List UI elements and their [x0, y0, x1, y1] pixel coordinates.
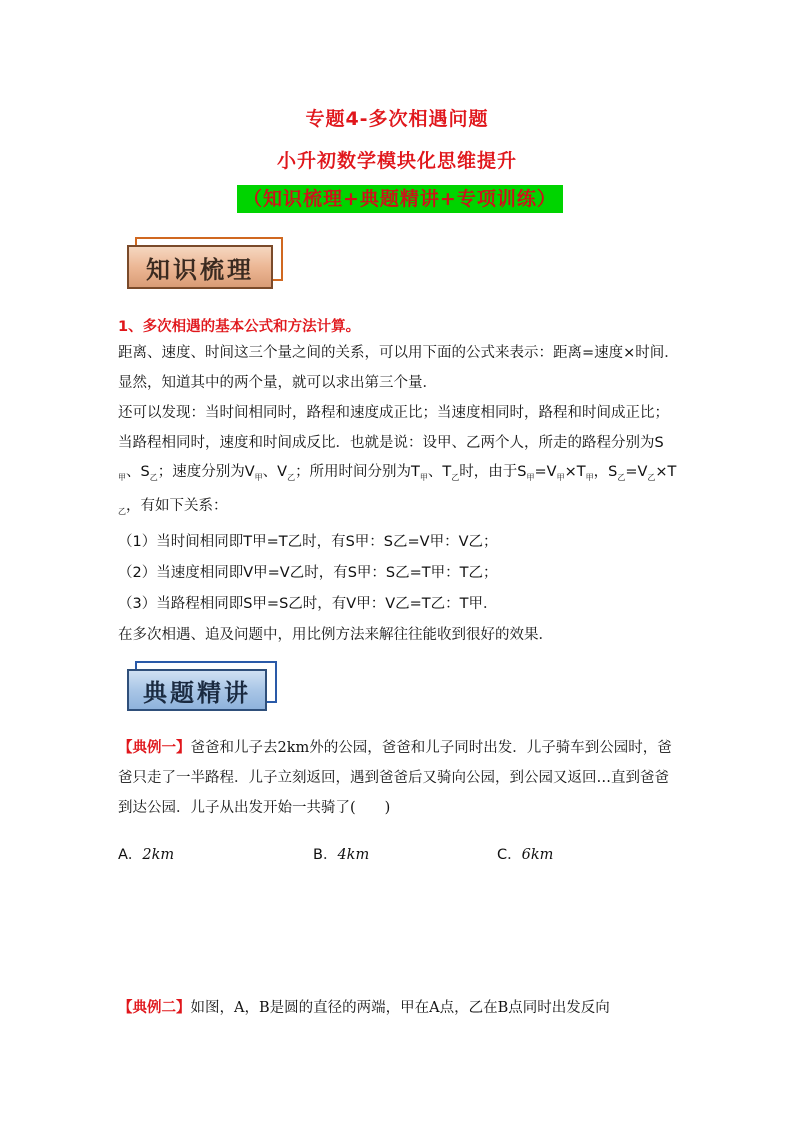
option-b: [313, 843, 369, 864]
example-1: [118, 733, 678, 823]
option-label: B．: [313, 847, 338, 863]
relation-1: （1）当时间相同即T甲=T乙时，有S甲：S乙=V甲：V乙；: [118, 534, 498, 550]
relation-2: （2）当速度相同即V甲=V乙时，有S甲：S乙=T甲：T乙；: [118, 565, 498, 581]
paragraph-formula: 距离、速度、时间这三个量之间的关系，可以用下面的公式来表示：距离=速度×时间．显然，知道其中的两个量，就可以求出第三个量．: [118, 345, 679, 391]
option-value: 2km: [142, 847, 175, 863]
point-heading: 1、多次相遇的基本公式和方法计算。: [118, 319, 361, 335]
title-banner: （知识梳理+典题精讲+专项训练）: [237, 185, 563, 213]
option-value: 4km: [337, 847, 370, 863]
example-tag: 【典例二】: [118, 1000, 191, 1016]
example-text: 爸爸和儿子去2km外的公园，爸爸和儿子同时出发．儿子骑车到公园时，爸爸只走了一半路程．儿子立刻返回，遇到爸爸后又骑向公园，到公园又返回…直到爸爸到达公园．儿子从出发开始一共骑了( ): [118, 740, 672, 816]
document-title: 专题4-多次相遇问题: [305, 108, 489, 130]
section-label-text: 知识梳理: [127, 245, 273, 289]
option-c: [497, 843, 553, 864]
section-label-examples: [127, 669, 267, 711]
option-a: [118, 843, 174, 864]
example-tag: 【典例一】: [118, 740, 191, 756]
example-text: 如图，A，B是圆的直径的两端，甲在A点，乙在B点同时出发反向: [190, 1000, 610, 1016]
option-label: C．: [497, 847, 522, 863]
relation-3: （3）当路程相同即S甲=S乙时，有V甲：V乙=T乙：T甲．: [118, 596, 498, 612]
section-label-knowledge: [127, 245, 273, 289]
paragraph-ratio-method: 在多次相遇、追及问题中，用比例方法来解往往能收到很好的效果．: [118, 627, 553, 643]
paragraph-relations: [118, 399, 683, 527]
paragraph-relations-text: 还可以发现：当时间相同时，路程和速度成正比；当速度相同时，路程和时间成正比；当路程相同时，速度和时间成反比．也就是说：设甲、乙两个人，所走的路程分别为$S_甲$、$S_乙$；速度分别为$V_甲$、$V_乙$；所用时间分别为$T_甲$、$T_乙$时，由于$S_甲=V_甲\times T_甲$，$S_乙=V_乙\times T_乙$，有如下关系：: [118, 405, 677, 517]
document-subtitle: 小升初数学模块化思维提升: [276, 150, 517, 172]
section-label-text: 典题精讲: [127, 669, 267, 711]
option-label: A．: [118, 847, 143, 863]
example-2: [118, 993, 678, 1023]
option-value: 6km: [521, 847, 554, 863]
